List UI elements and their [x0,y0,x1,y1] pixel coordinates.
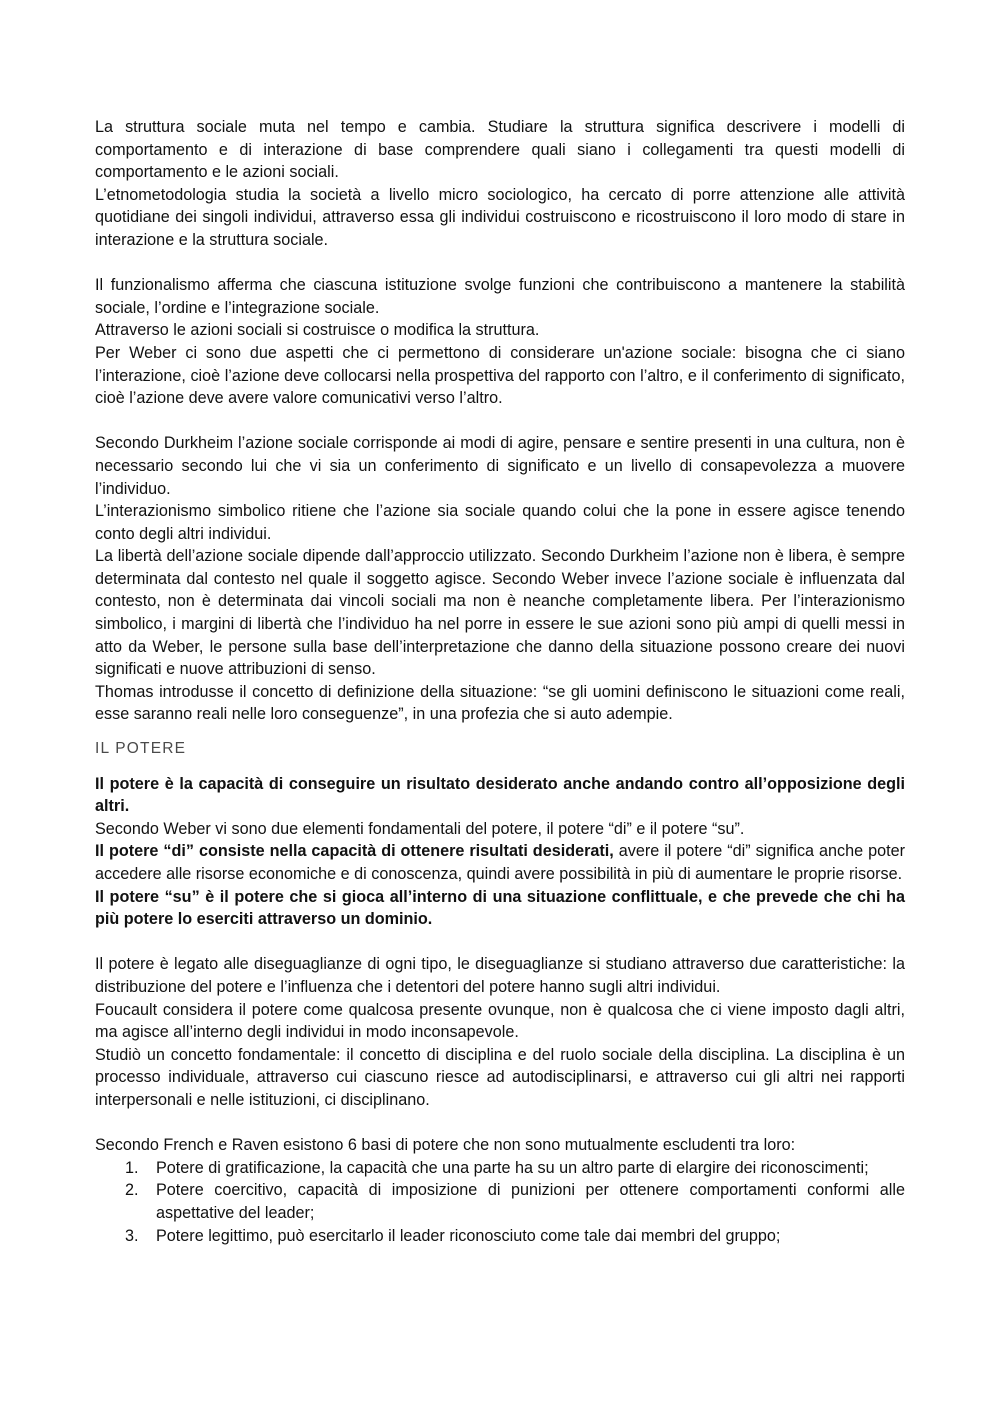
paragraph-interazionismo: L’interazionismo simbolico ritiene che l’azione sia sociale quando colui che la pone in essere agisce tenendo conto degli altri individui. [95,502,905,543]
list-item [95,1179,905,1224]
bold-potere-di: Il potere “di” consiste nella capacità di ottenere risultati desiderati, [95,842,614,861]
paragraph-funzionalismo: Il funzionalismo afferma che ciascuna istituzione svolge funzioni che contribuiscono a mantenere la stabilità sociale, l’ordine e l’integrazione sociale. [95,276,905,317]
paragraph-potere-definizione [95,773,905,818]
list-text: Potere di gratificazione, la capacità che una parte ha su un altro parte di elargire dei riconoscimenti; [156,1158,869,1177]
paragraph-weber-potere: Secondo Weber vi sono due elementi fondamentali del potere, il potere “di” e il potere “su”. [95,819,745,838]
list-number: 2. [125,1181,139,1200]
paragraph-french-raven: Secondo French e Raven esistono 6 basi di potere che non sono mutualmente escludenti tra loro: [95,1136,796,1155]
document-page [95,116,905,1247]
paragraph-potere-di [95,840,905,885]
list-text: Potere legittimo, può esercitarlo il leader riconosciuto come tale dai membri del gruppo; [156,1226,781,1245]
paragraph-disciplina: Studiò un concetto fondamentale: il concetto di disciplina e del ruolo sociale della disciplina. La disciplina è un processo individuale, attraverso cui ciascuno riesce ad autodisciplinarsi, e attraverso cui gli altri nei rapporti interpersonali e nelle istituzioni, ci disciplinano. [95,1045,905,1109]
paragraph-etnometodologia: L’etnometodologia studia la società a livello micro sociologico, ha cercato di porre attenzione alle attività quotidiane dei singoli individui, attraverso essa gli individui costruiscono e ricostruiscono il loro modo di stare in interazione e la struttura sociale. [95,185,905,249]
paragraph-durkheim: Secondo Durkheim l’azione sociale corrisponde ai modi di agire, pensare e sentire presenti in una cultura, non è necessario secondo lui che vi sia un conferimento di significato e un livello di consapevolezza a muovere l’individuo. [95,434,905,498]
paragraph-foucault: Foucault considera il potere come qualcosa presente ovunque, non è qualcosa che ci viene imposto dagli altri, ma agisce all’interno degli individui in modo inconsapevole. [95,1000,905,1042]
list-text: Potere coercitivo, capacità di imposizione di punizioni per ottenere comportamenti conformi alle aspettative del leader; [156,1181,905,1222]
list-item [95,1225,905,1248]
paragraph-thomas: Thomas introdusse il concetto di definizione della situazione: “se gli uomini definiscono le situazioni come reali, esse saranno reali nelle loro conseguenze”, in una profezia che si auto adempie. [95,682,905,724]
bold-potere-su: Il potere “su” è il potere che si gioca all’interno di una situazione conflittuale, e che prevede che chi ha più potere lo eserciti attraverso un dominio. [95,887,905,929]
bold-definition: Il potere è la capacità di conseguire un risultato desiderato anche andando contro all’opposizione degli altri. [95,774,905,816]
paragraph-weber: Per Weber ci sono due aspetti che ci permettono di considerare un'azione sociale: bisogna che ci siano l’interazione, cioè l’azione deve collocarsi nella prospettiva del rapporto con l’altro, e il conferimento di significato, cioè l’azione deve avere valore comunicativi verso l’altro. [95,343,905,408]
list-number: 3. [125,1226,139,1245]
list-item [95,1157,905,1180]
list-number: 1. [125,1158,139,1177]
text-potere-di: avere il potere “di” significa anche poter accedere alle risorse economiche e di conoscenza, quindi avere possibilità in più di aumentare le proprie risorse. [95,842,905,883]
paragraph-struttura-sociale: La struttura sociale muta nel tempo e cambia. Studiare la struttura significa descrivere i modelli di comportamento e di interazione di base comprendere quali siano i collegamenti tra questi modelli di comportamento e le azioni sociali. [95,118,905,182]
paragraph-azioni-sociali: Attraverso le azioni sociali si costruisce o modifica la struttura. [95,321,540,340]
paragraph-diseguaglianze: Il potere è legato alle diseguaglianze di ogni tipo, le diseguaglianze si studiano attraverso due caratteristiche: la distribuzione del potere e l’influenza che i detentori del potere hanno sugli altri individui. [95,955,905,996]
section-heading-potere: IL POTERE [95,740,187,758]
paragraph-liberta: La libertà dell’azione sociale dipende dall’approccio utilizzato. Secondo Durkheim l’azione non è libera, è sempre determinata dal contesto nel quale il soggetto agisce. Secondo Weber invece l’azione sociale è influenzata dal contesto, non è determinata dai vincoli sociali ma non è neanche completamente libera. Per l’interazionismo simbolico, i margini di libertà che l’individuo ha nel porre in essere le sue azioni sono più ampi di quelli messi in atto da Weber, le persone sulla base dell’interpretazione che danno della situazione possono creare dei nuovi significati e nuove attribuzioni di senso. [95,547,905,679]
bases-of-power-list [95,1157,905,1247]
paragraph-potere-su [95,886,905,931]
